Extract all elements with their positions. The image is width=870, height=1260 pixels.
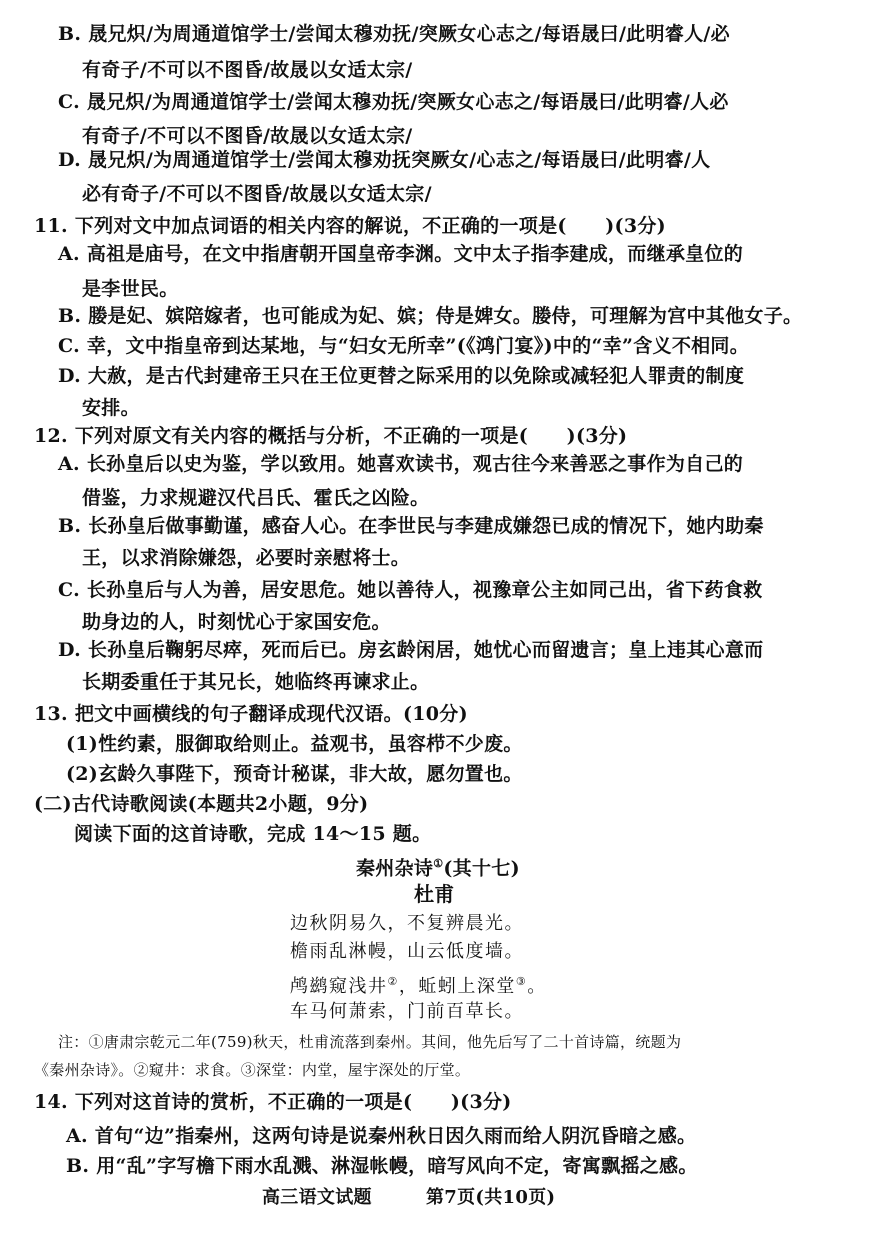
q11-option-a-line2: 是李世民。	[82, 278, 179, 300]
q12-option-d-line2: 长期委重任于其兄长，她临终再谏求止。	[82, 671, 430, 693]
poem-line-3	[290, 970, 547, 999]
poem-title-suffix: (其十七)	[443, 857, 520, 880]
footer-exam-title: 高三语文试题	[262, 1187, 372, 1208]
poem-line-3-part-b: ，蚯蚓上深堂	[398, 976, 516, 997]
q10-option-b-line2: 有奇子/不可以不图昏/故晟以女适太宗/	[82, 59, 413, 81]
q11-option-d-line2: 安排。	[82, 397, 140, 419]
q10-option-c-line2: 有奇子/不可以不图昏/故晟以女适太宗/	[82, 125, 413, 147]
q14-stem: 14. 下列对这首诗的赏析，不正确的一项是( )(3分)	[34, 1091, 512, 1113]
poem-footnote-mark-3: ③	[515, 975, 528, 988]
q12-option-b-line2: 王，以求消除嫌怨，必要时亲慰将士。	[82, 547, 411, 569]
q14-option-b: B. 用“乱”字写檐下雨水乱溅、淋湿帐幔，暗写风向不定，寄寓飘摇之感。	[66, 1155, 698, 1177]
q10-option-c-line1: C. 晟兄炽/为周通道馆学士/尝闻太穆劝抚/突厥女心志之/每语晟曰/此明睿/人必	[58, 91, 729, 113]
q13-item-2: (2)玄龄久事陛下，预奇计秘谋，非大故，愿勿置也。	[66, 763, 523, 785]
q10-option-b-line1: B. 晟兄炽/为周通道馆学士/尝闻太穆劝抚/突厥女心志之/每语晟曰/此明睿人/必	[58, 23, 730, 45]
q12-option-c-line1: C. 长孙皇后与人为善，居安思危。她以善待人，视豫章公主如同己出，省下药食救	[58, 579, 763, 601]
q13-item-1: (1)性约素，服御取给则止。益观书，虽容栉不少废。	[66, 733, 523, 755]
q12-option-b-line1: B. 长孙皇后做事勤谨，感奋人心。在李世民与李建成嫌怨已成的情况下，她内助秦	[58, 515, 764, 537]
q13-stem: 13. 把文中画横线的句子翻译成现代汉语。(10分)	[34, 703, 468, 725]
q11-option-b: B. 媵是妃、嫔陪嫁者，也可能成为妃、嫔；侍是婢女。媵侍，可理解为宫中其他女子。	[58, 305, 803, 327]
section-instruction: 阅读下面的这首诗歌，完成 14～15 题。	[74, 823, 432, 845]
poem-footnote-mark-2: ②	[387, 975, 399, 988]
poem-note-line1: 注：①唐肃宗乾元二年(759)秋天，杜甫流落到秦州。其间，他先后写了二十首诗篇，统题为	[58, 1033, 682, 1051]
poem-title	[356, 852, 520, 880]
poem-line-3-part-c: 。	[527, 976, 547, 997]
q10-option-d-line2: 必有奇子/不可以不图昏/故晟以女适太宗/	[82, 183, 432, 205]
poem-line-3-part-a: 鸬鹚窥浅井	[290, 976, 388, 997]
q12-option-a-line1: A. 长孙皇后以史为鉴，学以致用。她喜欢读书，观古往今来善恶之事作为自己的	[58, 453, 744, 475]
poem-title-footnote-mark: ①	[433, 857, 444, 870]
q12-option-a-line2: 借鉴，力求规避汉代吕氏、霍氏之凶险。	[82, 487, 430, 509]
q12-stem: 12. 下列对原文有关内容的概括与分析，不正确的一项是( )(3分)	[34, 425, 628, 447]
q14-option-a: A. 首句“边”指秦州，这两句诗是说秦州秋日因久雨而给人阴沉昏暗之感。	[66, 1125, 697, 1147]
poem-line-2: 檐雨乱淋幔，山云低度墙。	[290, 941, 524, 962]
q11-option-c: C. 幸，文中指皇帝到达某地，与“妇女无所幸”(《鸿门宴》)中的“幸”含义不相同。	[58, 335, 750, 357]
poem-line-1: 边秋阴易久，不复辨晨光。	[290, 913, 524, 934]
section-heading: (二)古代诗歌阅读(本题共2小题，9分)	[34, 793, 369, 815]
q11-option-d-line1: D. 大赦，是古代封建帝王只在王位更替之际采用的以免除或减轻犯人罪责的制度	[58, 365, 745, 387]
q12-option-d-line1: D. 长孙皇后鞠躬尽瘁，死而后已。房玄龄闲居，她忧心而留遗言；皇上违其心意而	[58, 639, 764, 661]
q11-stem: 11. 下列对文中加点词语的相关内容的解说，不正确的一项是( )(3分)	[34, 215, 666, 237]
q12-option-c-line2: 助身边的人，时刻忧心于家国安危。	[82, 611, 391, 633]
q10-option-d-line1: D. 晟兄炽/为周通道馆学士/尝闻太穆劝抚突厥女/心志之/每语晟曰/此明睿/人	[58, 149, 711, 171]
footer-page-number: 第7页(共10页)	[426, 1187, 556, 1208]
poem-author: 杜甫	[414, 882, 455, 906]
poem-note-line2: 《秦州杂诗》。②窥井：求食。③深堂：内堂，屋宇深处的厅堂。	[34, 1061, 471, 1079]
poem-line-4: 车马何萧索，门前百草长。	[290, 1001, 524, 1022]
q11-option-a-line1: A. 高祖是庙号，在文中指唐朝开国皇帝李渊。文中太子指李建成，而继承皇位的	[58, 243, 744, 265]
poem-title-text: 秦州杂诗	[356, 857, 434, 880]
